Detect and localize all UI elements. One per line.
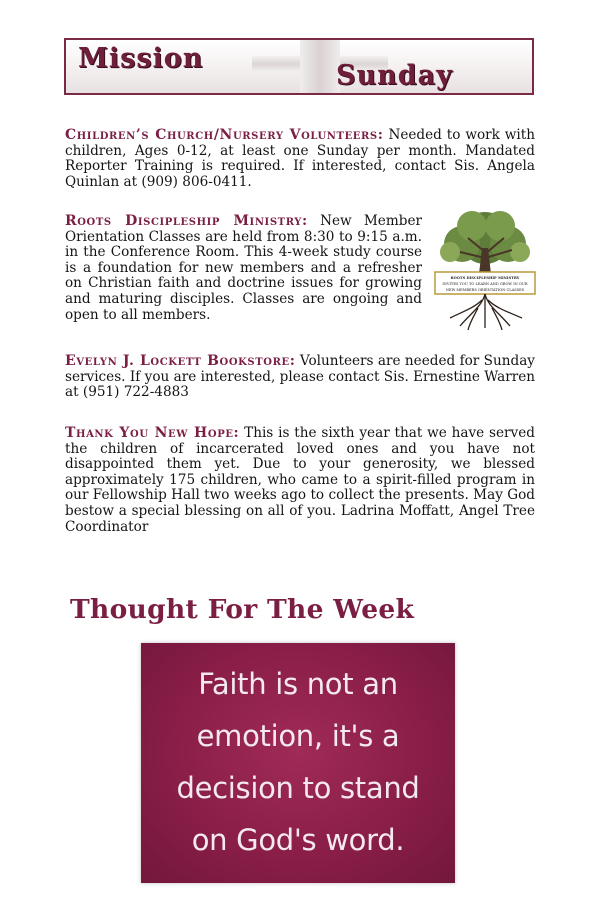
announcement-heading: Thank You New Hope:	[65, 425, 240, 441]
announcement-heading: Children’s Church/Nursery Volunteers:	[65, 127, 384, 143]
tree-roots	[450, 294, 522, 330]
quote-line: on God's word.	[191, 823, 405, 857]
logo-text-line3: NEW MEMBERS ORIENTATION CLASSES	[445, 288, 525, 292]
quote-line: decision to stand	[176, 771, 420, 805]
announcement-childrens-church	[65, 128, 535, 190]
logo-text-line2: INVITES YOU TO LEARN AND GROW IN OUR	[442, 282, 528, 286]
thought-for-the-week-title: Thought For The Week	[70, 594, 415, 625]
quote-card	[141, 643, 455, 883]
announcement-body: New Member Orientation Classes are held from 8:30 to 9:15 a.m. in the Conference Room. This 4-week study course is a foundation for new members and a refresher on Christian faith and doctrine issues for growing and maturing disciples. Classes are ongoing and open to all members.	[65, 213, 422, 323]
announcement-body: Needed to work with children, Ages 0-12, at least one Sunday per month. Mandated Reporter Training is required. If interested, contact Sis. Angela Quinlan at (909) 806-0411.	[65, 127, 535, 190]
announcement-body: This is the sixth year that we have served the children of incarcerated loved ones and you have not disappointed them yet. Due to your generosity, we blessed approximately 175 children, who came to a spirit-filled program in our Fellowship Hall two weeks ago to collect the presents. May God bestow a special blessing on all of you. Ladrina Moffatt, Angel Tree Coordinator	[65, 425, 535, 535]
quote-line: emotion, it's a	[196, 719, 400, 753]
cross-vertical-bar	[300, 40, 340, 93]
announcement-heading: Evelyn J. Lockett Bookstore:	[65, 353, 296, 369]
mission-sunday-banner	[64, 38, 534, 95]
announcement-body: Volunteers are needed for Sunday services. If you are interested, please contact Sis. Ernestine Warren at (951) 722-4883	[65, 353, 535, 401]
announcement-heading: Roots Discipleship Ministry:	[65, 213, 308, 229]
quote-line: Faith is not an	[198, 667, 398, 701]
announcement-thank-you	[65, 426, 535, 535]
announcement-roots-discipleship	[65, 214, 422, 323]
banner-word-sunday: Sunday	[336, 60, 453, 91]
banner-word-mission: Mission	[78, 43, 204, 74]
announcement-bookstore	[65, 354, 535, 401]
logo-text-line1: ROOTS DISCIPLESHIP MINISTRY	[450, 276, 520, 280]
roots-ministry-tree-logo	[432, 208, 538, 332]
